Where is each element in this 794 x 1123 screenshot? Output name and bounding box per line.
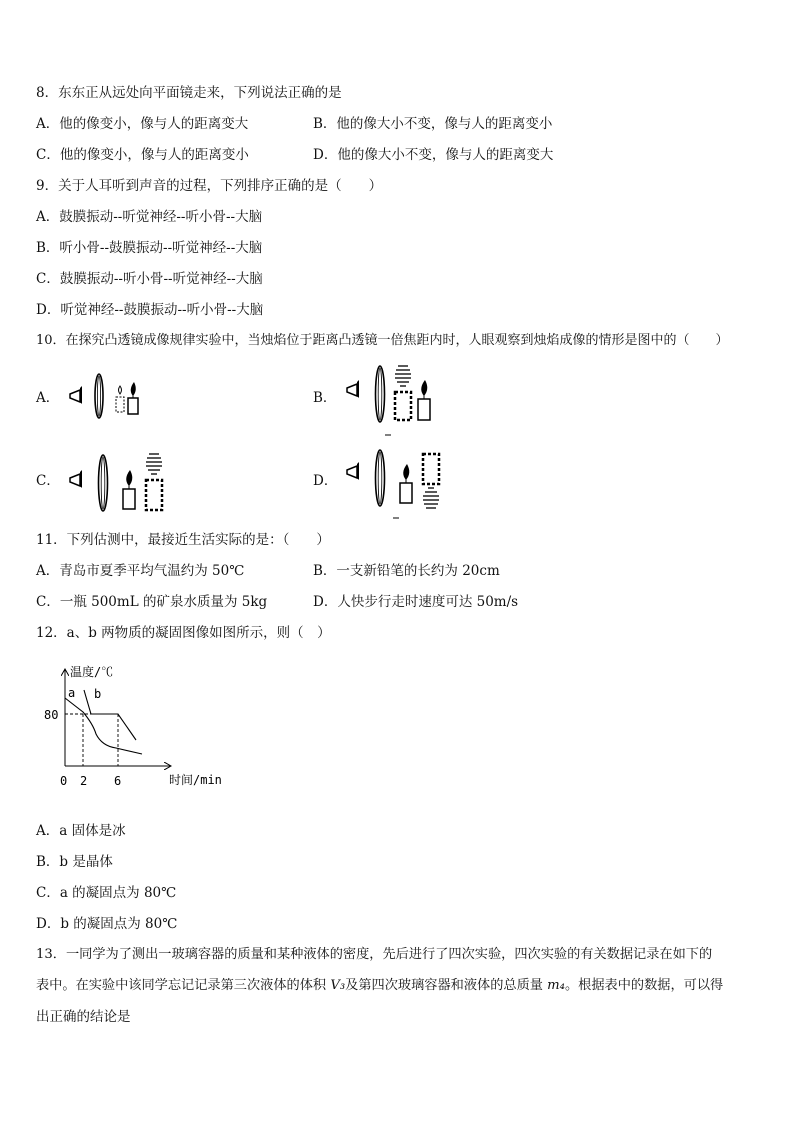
q10-option-d-label: D． <box>313 473 338 489</box>
curve-a-label: a <box>68 686 76 700</box>
q13-var-v3: V₃ <box>330 978 346 993</box>
convex-lens <box>376 450 385 506</box>
q8-option-c: C．他的像变小，像与人的距离变小 <box>36 147 249 163</box>
q9-option-d: D．听觉神经--鼓膜振动--听小骨--大脑 <box>36 302 264 318</box>
q13-line-3: 出正确的结论是 <box>36 1009 131 1025</box>
q13-line-2-part-b: 及第四次玻璃容器和液体的总质量 <box>345 978 548 993</box>
q12-option-b: B．b 是晶体 <box>36 854 113 870</box>
x-tick-6: 6 <box>114 774 122 788</box>
curve-b-label: b <box>94 687 102 701</box>
q13-var-m4: m₄ <box>547 978 565 993</box>
q12-option-a: A．a 固体是冰 <box>36 823 126 839</box>
eye-icon <box>70 470 82 488</box>
convex-lens <box>99 455 108 511</box>
convex-lens <box>95 374 103 418</box>
image-candle <box>146 454 162 510</box>
convex-lens <box>376 366 385 422</box>
q13-line-2-part-a: 表中。在实验中该同学忘记记录第三次液体的体积 <box>36 978 331 993</box>
image-candle <box>395 366 411 420</box>
q13-line-2-part-c: 。根据表中的数据，可以得 <box>564 978 724 993</box>
q11-option-d: D．人快步行走时速度可达 50m/s <box>313 594 519 610</box>
candle-icon <box>418 380 430 420</box>
q11-option-a: A．青岛市夏季平均气温约为 50℃ <box>36 563 245 579</box>
q8-option-b: B．他的像大小不变，像与人的距离变小 <box>313 116 553 132</box>
q9-option-b: B．听小骨--鼓膜振动--听觉神经--大脑 <box>36 240 263 256</box>
candle-icon <box>128 382 138 414</box>
inverted-image-candle <box>423 454 439 508</box>
q13-line-1: 13．一同学为了测出一玻璃容器的质量和某种液体的密度，先后进行了四次实验，四次实验的有关数据记录在如下的 <box>36 947 713 962</box>
q10-stem: 10．在探究凸透镜成像规律实验中，当烛焰位于距离凸透镜一倍焦距内时，人眼观察到烛焰成像的情形是图中的（ ） <box>36 333 729 348</box>
q12-option-d: D．b 的凝固点为 80℃ <box>36 916 178 932</box>
q10-figure-c <box>66 448 176 518</box>
curve-b <box>84 690 136 740</box>
q8-option-a: A．他的像变小，像与人的距离变大 <box>36 116 249 132</box>
x-tick-0: 0 <box>60 774 68 788</box>
curve-a <box>65 698 142 754</box>
q9-stem: 9．关于人耳听到声音的过程，下列排序正确的是（ ） <box>36 178 383 194</box>
eye-icon <box>347 380 359 398</box>
q12-solidification-graph <box>38 660 238 794</box>
q8-option-d: D．他的像大小不变，像与人的距离变大 <box>313 147 554 163</box>
q10-option-b-label: B． <box>313 390 337 406</box>
q10-figure-d <box>343 448 453 524</box>
q12-option-c: C．a 的凝固点为 80℃ <box>36 885 177 901</box>
q10-figure-a <box>66 370 156 430</box>
eye-icon <box>70 386 82 404</box>
q10-option-a-label: A． <box>36 390 60 406</box>
q10-option-c-label: C． <box>36 473 60 489</box>
candle-icon <box>400 464 412 503</box>
q11-option-b: B．一支新铅笔的长约为 20cm <box>313 563 500 579</box>
q11-option-c: C．一瓶 500mL 的矿泉水质量为 5kg <box>36 594 268 610</box>
q10-figure-b <box>343 362 443 442</box>
y-tick-80: 80 <box>44 708 59 722</box>
q12-stem: 12．a、b 两物质的凝固图像如图所示，则（ ） <box>36 625 331 641</box>
q11-stem: 11．下列估测中，最接近生活实际的是：（ ） <box>36 532 330 548</box>
eye-icon <box>347 462 359 480</box>
q9-option-c: C．鼓膜振动--听小骨--听觉神经--大脑 <box>36 271 263 287</box>
x-tick-2: 2 <box>80 774 88 788</box>
q9-option-a: A．鼓膜振动--听觉神经--听小骨--大脑 <box>36 209 263 225</box>
q8-stem: 8．东东正从远处向平面镜走来，下列说法正确的是 <box>36 85 342 101</box>
image-candle <box>116 386 124 412</box>
candle-icon <box>123 470 135 509</box>
y-axis-label: 温度/℃ <box>70 665 114 679</box>
q13-line-2 <box>36 977 723 995</box>
x-axis-label: 时间/min <box>169 773 222 787</box>
